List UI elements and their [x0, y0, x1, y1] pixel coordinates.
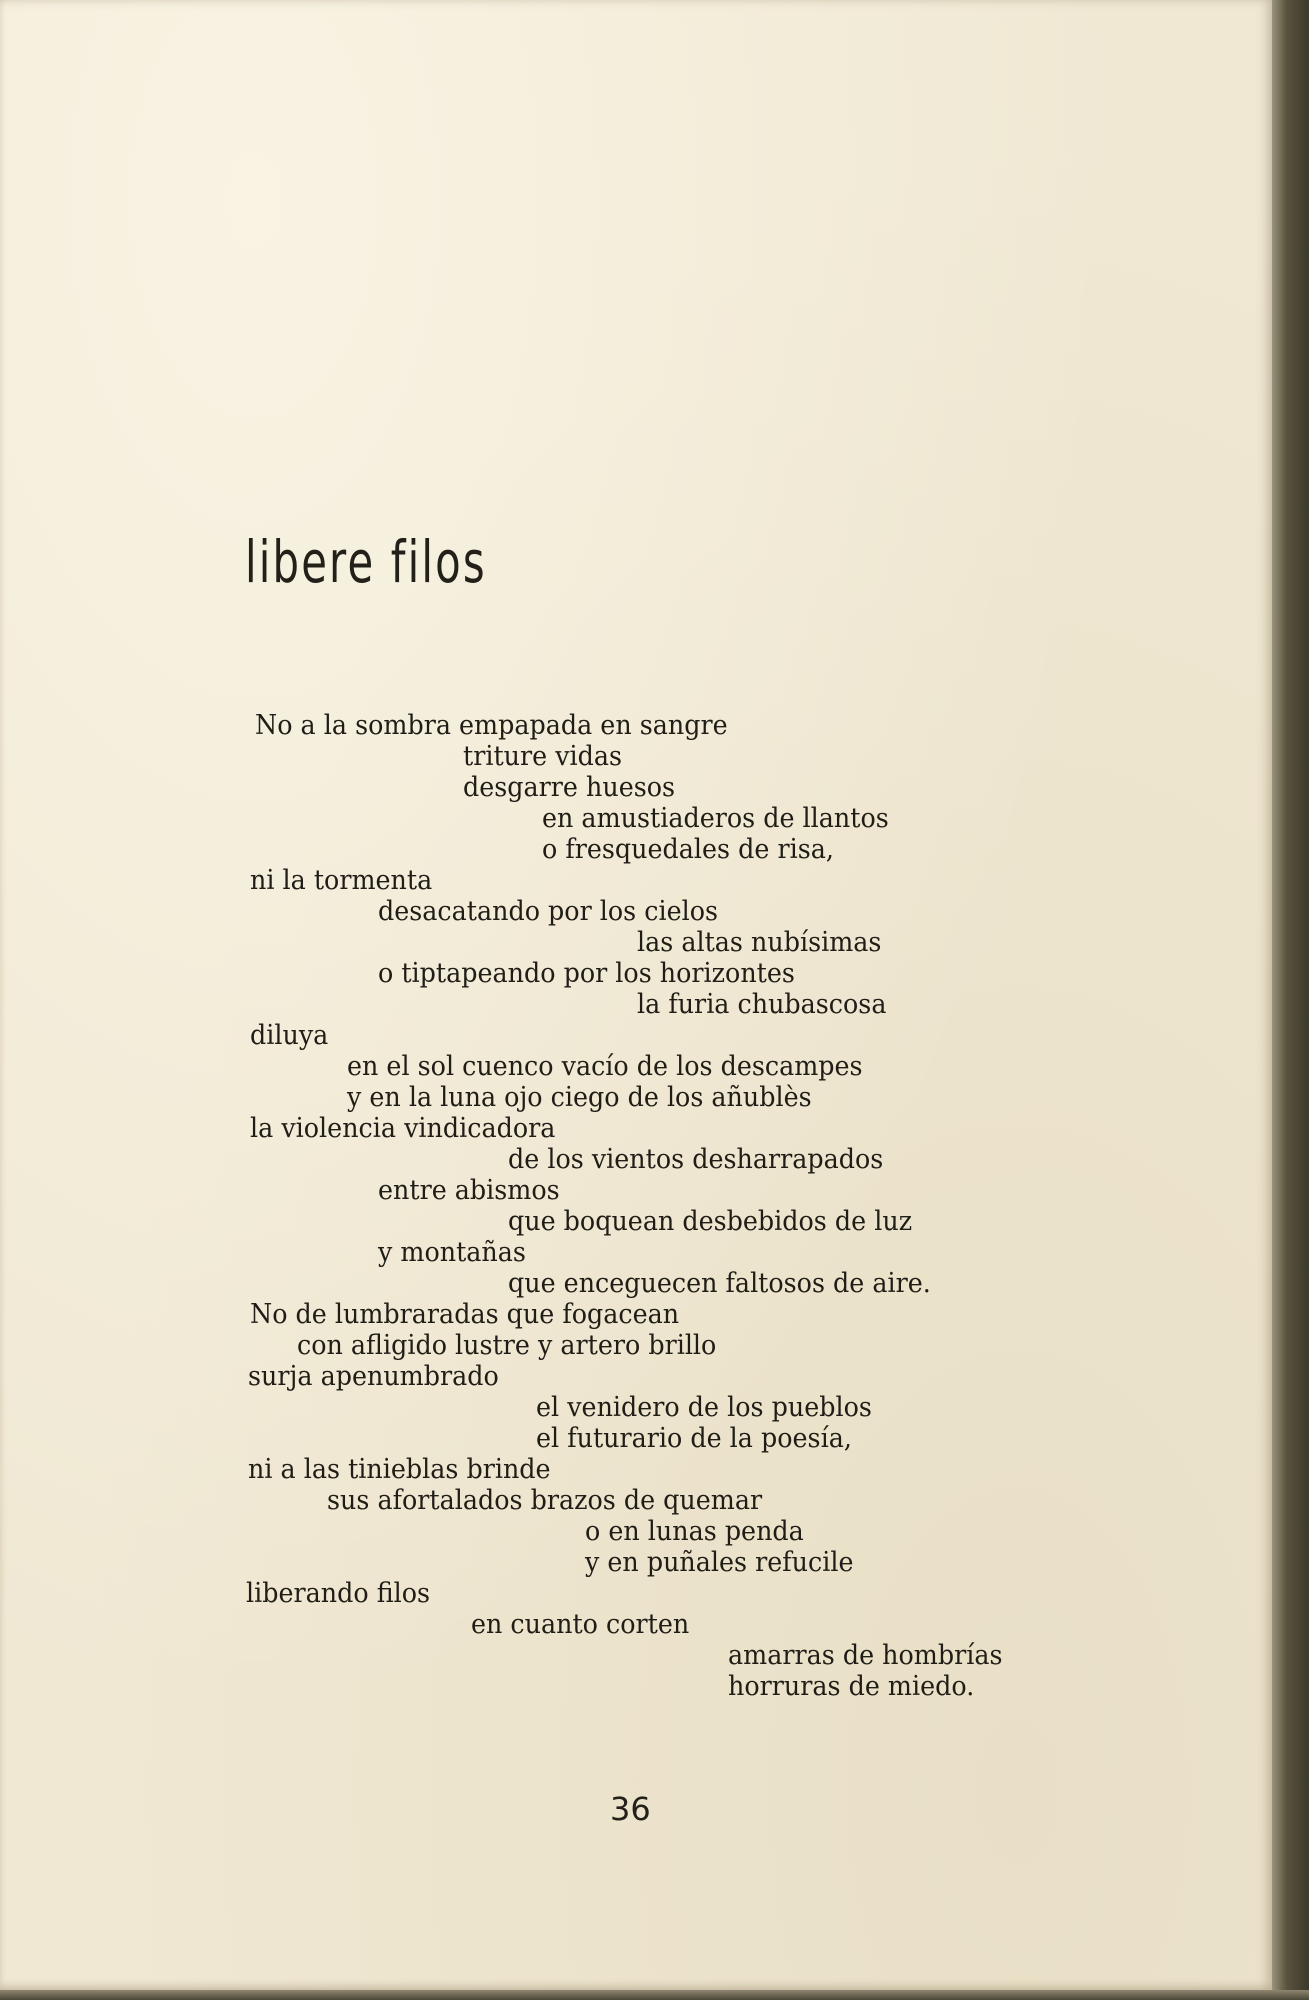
- poem-line: entre abismos: [378, 1175, 560, 1206]
- poem-title: libere filos: [245, 528, 487, 596]
- poem-line: que boquean desbebidos de luz: [508, 1206, 913, 1237]
- poem-line: sus afortalados brazos de quemar: [327, 1485, 763, 1516]
- poem-line: horruras de miedo.: [728, 1671, 975, 1702]
- poem-line: o tiptapeando por los horizontes: [378, 958, 795, 989]
- poem-line: diluya: [250, 1020, 329, 1051]
- book-spine-edge: [1272, 0, 1309, 2000]
- poem-line: desacatando por los cielos: [378, 896, 719, 927]
- poem-line: de los vientos desharrapados: [508, 1144, 884, 1175]
- poem-line: y en puñales refucile: [585, 1547, 854, 1578]
- poem-line: y en la luna ojo ciego de los añublès: [347, 1082, 812, 1113]
- poem-line: en cuanto corten: [471, 1609, 690, 1640]
- poem-line: ni a las tinieblas brinde: [248, 1454, 551, 1485]
- poem-line: triture vidas: [463, 741, 623, 772]
- poem-line: ni la tormenta: [250, 865, 433, 896]
- poem-line: en amustiaderos de llantos: [542, 803, 889, 834]
- poem-line: con afligido lustre y artero brillo: [297, 1330, 717, 1361]
- poem-line: surja apenumbrado: [248, 1361, 499, 1392]
- poem-line: No de lumbraradas que fogacean: [250, 1299, 680, 1330]
- book-bottom-edge: [0, 1990, 1309, 2000]
- poem-line: la furia chubascosa: [637, 989, 887, 1020]
- page-number: 36: [610, 1790, 651, 1828]
- poem-line: o en lunas penda: [585, 1516, 804, 1547]
- poem-line: la violencia vindicadora: [250, 1113, 556, 1144]
- poem-line: el venidero de los pueblos: [536, 1392, 872, 1423]
- poem-line: y montañas: [378, 1237, 526, 1268]
- poem-line: No a la sombra empapada en sangre: [255, 710, 728, 741]
- poem-line: liberando filos: [246, 1578, 431, 1609]
- poem-line: amarras de hombrías: [728, 1640, 1003, 1671]
- poem-line: el futurario de la poesía,: [536, 1423, 852, 1454]
- poem-line: que enceguecen faltosos de aire.: [508, 1268, 931, 1299]
- poem-line: en el sol cuenco vacío de los descampes: [347, 1051, 863, 1082]
- poem-line: o fresquedales de risa,: [542, 834, 834, 865]
- poem-line: las altas nubísimas: [637, 927, 882, 958]
- poem-line: desgarre huesos: [463, 772, 676, 803]
